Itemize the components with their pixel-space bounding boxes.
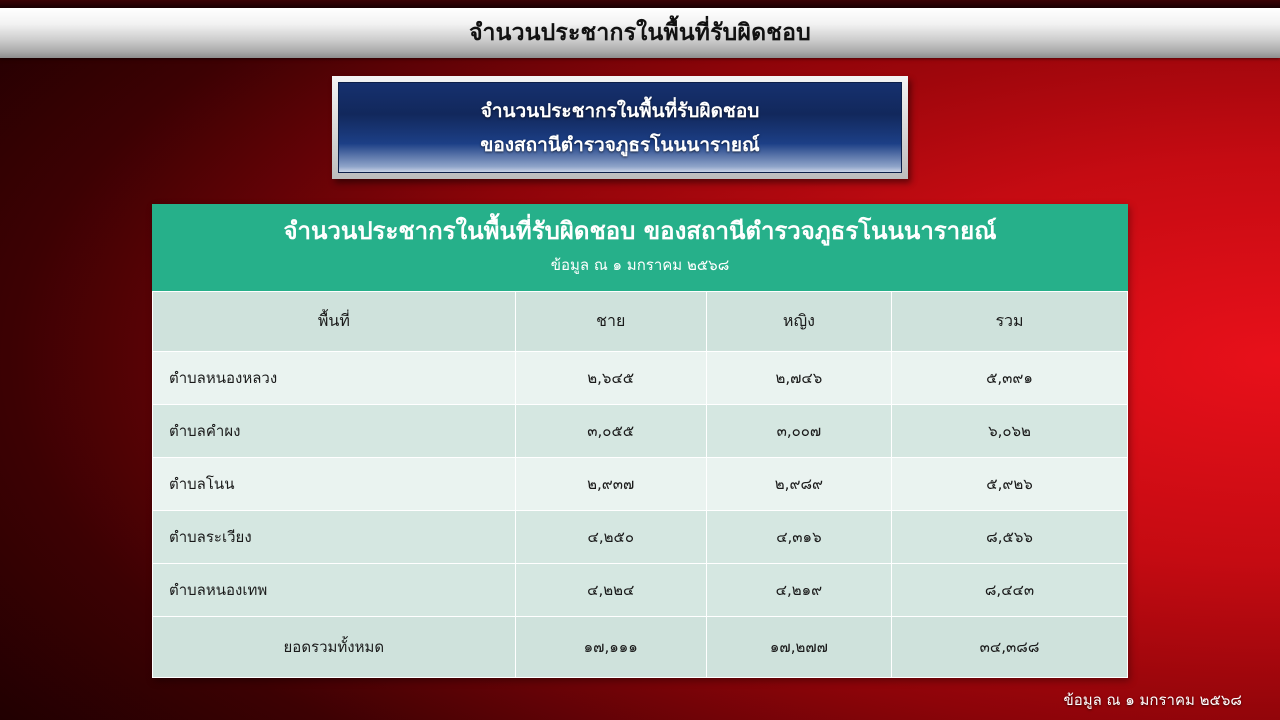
table-subtitle: ข้อมูล ณ ๑ มกราคม ๒๕๖๘ <box>550 256 730 275</box>
cell-area: ตำบลหนองเทพ <box>153 564 516 617</box>
cell-total: ๘,๕๖๖ <box>892 511 1128 564</box>
column-header-female: หญิง <box>706 292 891 352</box>
cell-total: ๕,๓๙๑ <box>892 352 1128 405</box>
cell-area: ตำบลโนน <box>153 458 516 511</box>
cell-total-male: ๑๗,๑๑๑ <box>515 617 706 678</box>
table-row <box>153 511 1128 564</box>
population-table <box>152 291 1128 678</box>
slide-title-bar <box>0 8 1280 58</box>
cell-area: ตำบลคำผง <box>153 405 516 458</box>
table-header-banner <box>152 204 1128 291</box>
table-title: จำนวนประชากรในพื้นที่รับผิดชอบ ของสถานีตำรวจภูธรโนนนารายณ์ <box>283 217 997 245</box>
cell-total: ๕,๙๒๖ <box>892 458 1128 511</box>
population-table-block <box>152 204 1128 678</box>
cell-total-sum: ๓๔,๓๘๘ <box>892 617 1128 678</box>
plaque-line-1: จำนวนประชากรในพื้นที่รับผิดชอบ <box>480 99 760 122</box>
table-header-row <box>153 292 1128 352</box>
cell-female: ๔,๓๑๖ <box>706 511 891 564</box>
cell-female: ๔,๒๑๙ <box>706 564 891 617</box>
cell-total-female: ๑๗,๒๗๗ <box>706 617 891 678</box>
top-strip <box>0 0 1280 8</box>
table-total-row <box>153 617 1128 678</box>
cell-male: ๒,๖๔๕ <box>515 352 706 405</box>
cell-male: ๓,๐๕๕ <box>515 405 706 458</box>
table-row <box>153 352 1128 405</box>
column-header-male: ชาย <box>515 292 706 352</box>
cell-male: ๒,๙๓๗ <box>515 458 706 511</box>
header-plaque <box>332 76 908 179</box>
cell-male: ๔,๒๒๔ <box>515 564 706 617</box>
plaque-line-2: ของสถานีตำรวจภูธรโนนนารายณ์ <box>480 133 760 156</box>
cell-female: ๒,๙๘๙ <box>706 458 891 511</box>
cell-male: ๔,๒๕๐ <box>515 511 706 564</box>
footer-note: ข้อมูล ณ ๑ มกราคม ๒๕๖๘ <box>1063 691 1242 709</box>
table-row <box>153 405 1128 458</box>
column-header-total: รวม <box>892 292 1128 352</box>
table-row <box>153 458 1128 511</box>
cell-total-label: ยอดรวมทั้งหมด <box>153 617 516 678</box>
header-plaque-inner <box>338 82 902 173</box>
table-row <box>153 564 1128 617</box>
cell-female: ๒,๗๔๖ <box>706 352 891 405</box>
cell-total: ๖,๐๖๒ <box>892 405 1128 458</box>
column-header-area: พื้นที่ <box>153 292 516 352</box>
cell-female: ๓,๐๐๗ <box>706 405 891 458</box>
page-title: จำนวนประชากรในพื้นที่รับผิดชอบ <box>469 20 811 46</box>
cell-area: ตำบลหนองหลวง <box>153 352 516 405</box>
cell-total: ๘,๔๔๓ <box>892 564 1128 617</box>
cell-area: ตำบลระเวียง <box>153 511 516 564</box>
